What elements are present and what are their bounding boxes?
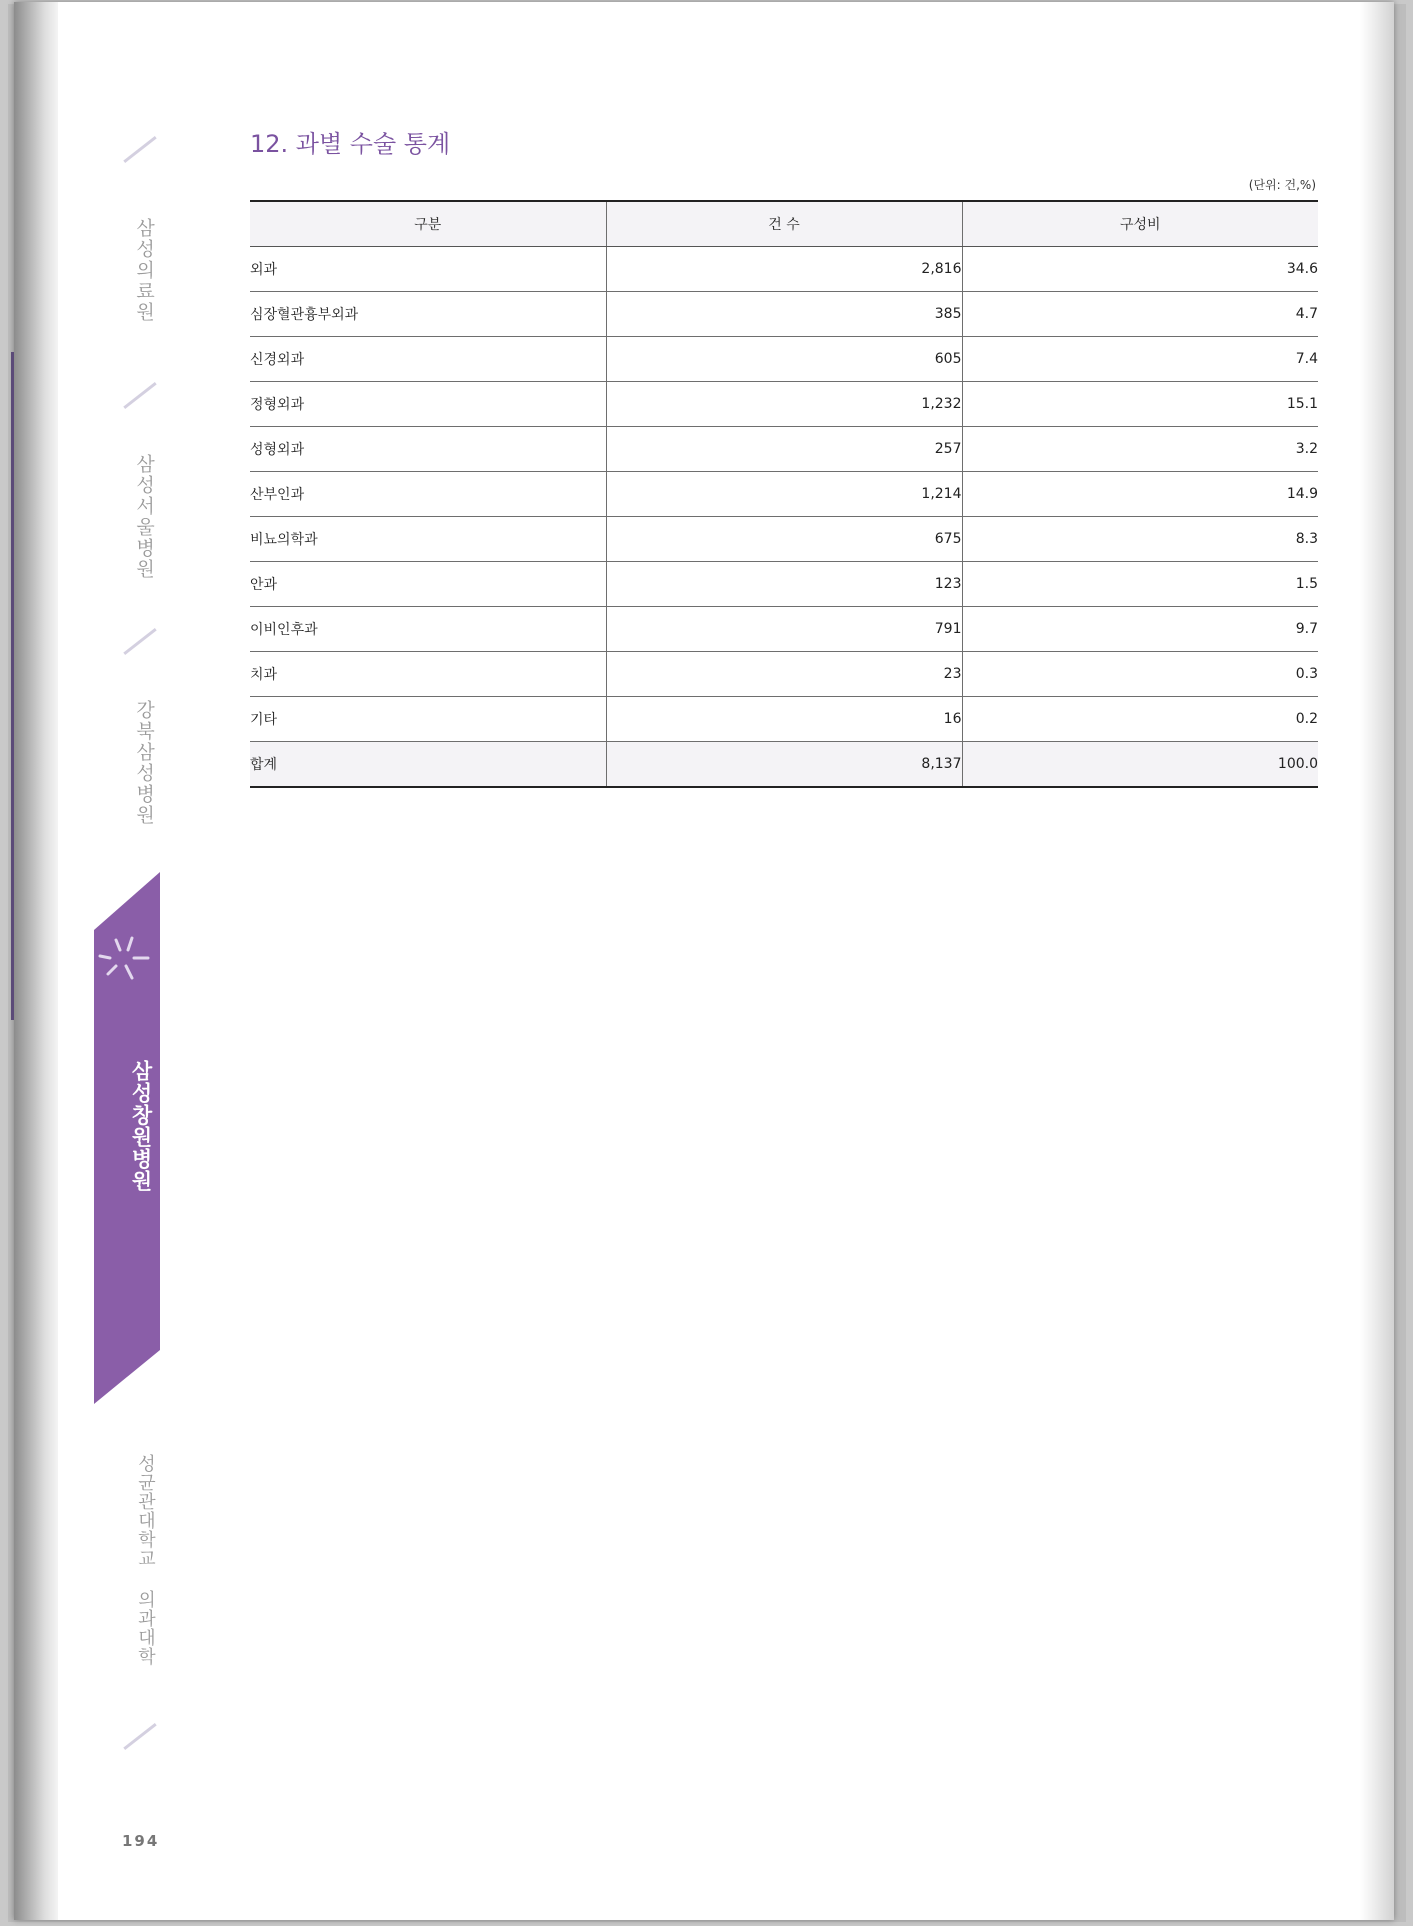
header-category: 구분 [250,201,606,247]
row-count: 23 [606,652,962,697]
row-count: 385 [606,292,962,337]
row-label: 산부인과 [250,472,606,517]
row-ratio: 4.7 [962,292,1318,337]
page-number: 194 [122,1832,160,1850]
row-ratio: 8.3 [962,517,1318,562]
binding-line [11,352,14,1020]
table-row [250,427,1318,472]
table-row [250,697,1318,742]
table-row [250,517,1318,562]
row-count: 123 [606,562,962,607]
sidebar-item-samsung-medical-center: 삼성의료원 [133,218,155,323]
row-ratio: 9.7 [962,607,1318,652]
row-count: 2,816 [606,247,962,292]
row-ratio: 14.9 [962,472,1318,517]
row-label: 성형외과 [250,427,606,472]
table-row [250,382,1318,427]
table-row [250,337,1318,382]
row-label: 외과 [250,247,606,292]
section-title: 12. 과별 수술 통계 [250,130,451,158]
sidebar-item-skku-medical-school: 성균관대학교 의과대학 [135,1454,156,1666]
total-ratio: 100.0 [962,742,1318,788]
table-row [250,652,1318,697]
row-label: 안과 [250,562,606,607]
total-count: 8,137 [606,742,962,788]
row-ratio: 1.5 [962,562,1318,607]
header-ratio: 구성비 [962,201,1318,247]
total-label: 합계 [250,742,606,788]
page-edge-left [14,2,58,1920]
row-count: 16 [606,697,962,742]
table-total-row [250,742,1318,788]
table-row [250,472,1318,517]
unit-note: (단위: 건,%) [1248,178,1316,192]
row-ratio: 0.2 [962,697,1318,742]
table-header-row [250,201,1318,247]
sidebar-item-samsung-changwon-hospital: 삼성창원병원 [129,1060,153,1192]
row-label: 기타 [250,697,606,742]
table-row [250,562,1318,607]
row-ratio: 0.3 [962,652,1318,697]
header-count: 건 수 [606,201,962,247]
surgery-stats-table [250,200,1318,788]
row-ratio: 3.2 [962,427,1318,472]
row-ratio: 34.6 [962,247,1318,292]
row-label: 신경외과 [250,337,606,382]
sidebar-item-kangbuk-samsung-hospital: 강북삼성병원 [133,700,155,826]
table-row [250,247,1318,292]
table-row [250,607,1318,652]
row-count: 257 [606,427,962,472]
row-label: 정형외과 [250,382,606,427]
burst-icon [98,932,150,984]
sidebar-item-samsung-seoul-hospital: 삼성서울병원 [133,454,155,580]
row-label: 심장혈관흉부외과 [250,292,606,337]
row-label: 비뇨의학과 [250,517,606,562]
row-count: 1,214 [606,472,962,517]
row-count: 791 [606,607,962,652]
row-label: 치과 [250,652,606,697]
row-label: 이비인후과 [250,607,606,652]
table-row [250,292,1318,337]
page-edge-right [1360,2,1394,1920]
row-count: 605 [606,337,962,382]
row-ratio: 15.1 [962,382,1318,427]
row-count: 1,232 [606,382,962,427]
row-count: 675 [606,517,962,562]
row-ratio: 7.4 [962,337,1318,382]
